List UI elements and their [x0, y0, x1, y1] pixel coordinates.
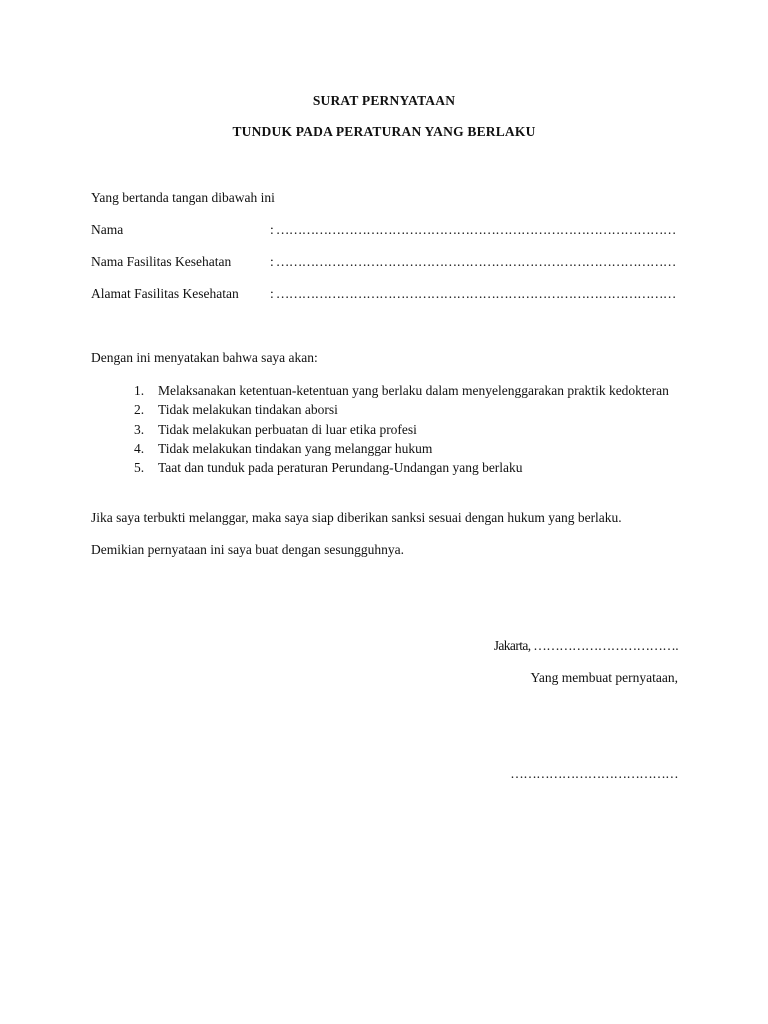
list-item-number: 2. — [134, 402, 145, 418]
document-title: SURAT PERNYATAAN — [312, 93, 456, 108]
list-item — [134, 400, 674, 419]
intro-text: Yang bertanda tangan dibawah ini — [91, 190, 275, 205]
list-item-text: Tidak melakukan tindakan aborsi — [158, 402, 338, 418]
field-value-nama: : ………………………………………………………………………………… — [270, 222, 676, 237]
list-item — [134, 439, 674, 458]
list-item-number: 3. — [134, 421, 145, 437]
list-item-text: Tidak melakukan perbuatan di luar etika profesi — [158, 421, 417, 437]
sanction-text: Jika saya terbukti melanggar, maka saya siap diberikan sanksi sesuai dengan hukum yang berlaku. — [91, 510, 622, 525]
field-value-alamat-fasilitas: : ………………………………………………………………………………… — [270, 286, 676, 301]
field-value-nama-fasilitas: : ………………………………………………………………………………… — [270, 254, 676, 269]
list-item-text: Taat dan tunduk pada peraturan Perundang-Undangan yang berlaku — [158, 460, 523, 476]
list-item — [134, 420, 674, 439]
list-item-number: 5. — [134, 460, 145, 476]
field-label-nama: Nama — [91, 222, 124, 237]
list-item — [134, 381, 674, 400]
statement-intro: Dengan ini menyatakan bahwa saya akan: — [91, 350, 318, 365]
signature-line: ………………………………… — [510, 766, 678, 781]
statement-list — [134, 381, 674, 477]
list-item — [134, 458, 674, 477]
document-subtitle: TUNDUK PADA PERATURAN YANG BERLAKU — [232, 124, 536, 139]
signer-label: Yang membuat pernyataan, — [530, 670, 678, 685]
closing-text: Demikian pernyataan ini saya buat dengan sesungguhnya. — [91, 542, 405, 557]
list-item-number: 4. — [134, 440, 145, 456]
field-label-alamat-fasilitas: Alamat Fasilitas Kesehatan — [91, 286, 239, 301]
list-item-text: Tidak melakukan tindakan yang melanggar hukum — [158, 440, 433, 456]
list-item-number: 1. — [134, 383, 145, 398]
field-label-nama-fasilitas: Nama Fasilitas Kesehatan — [91, 254, 232, 269]
place-date: Jakarta, ……………………………. — [493, 638, 678, 653]
list-item-text: Melaksanakan ketentuan-ketentuan yang berlaku dalam menyelenggarakan praktik kedokteran — [158, 383, 669, 398]
